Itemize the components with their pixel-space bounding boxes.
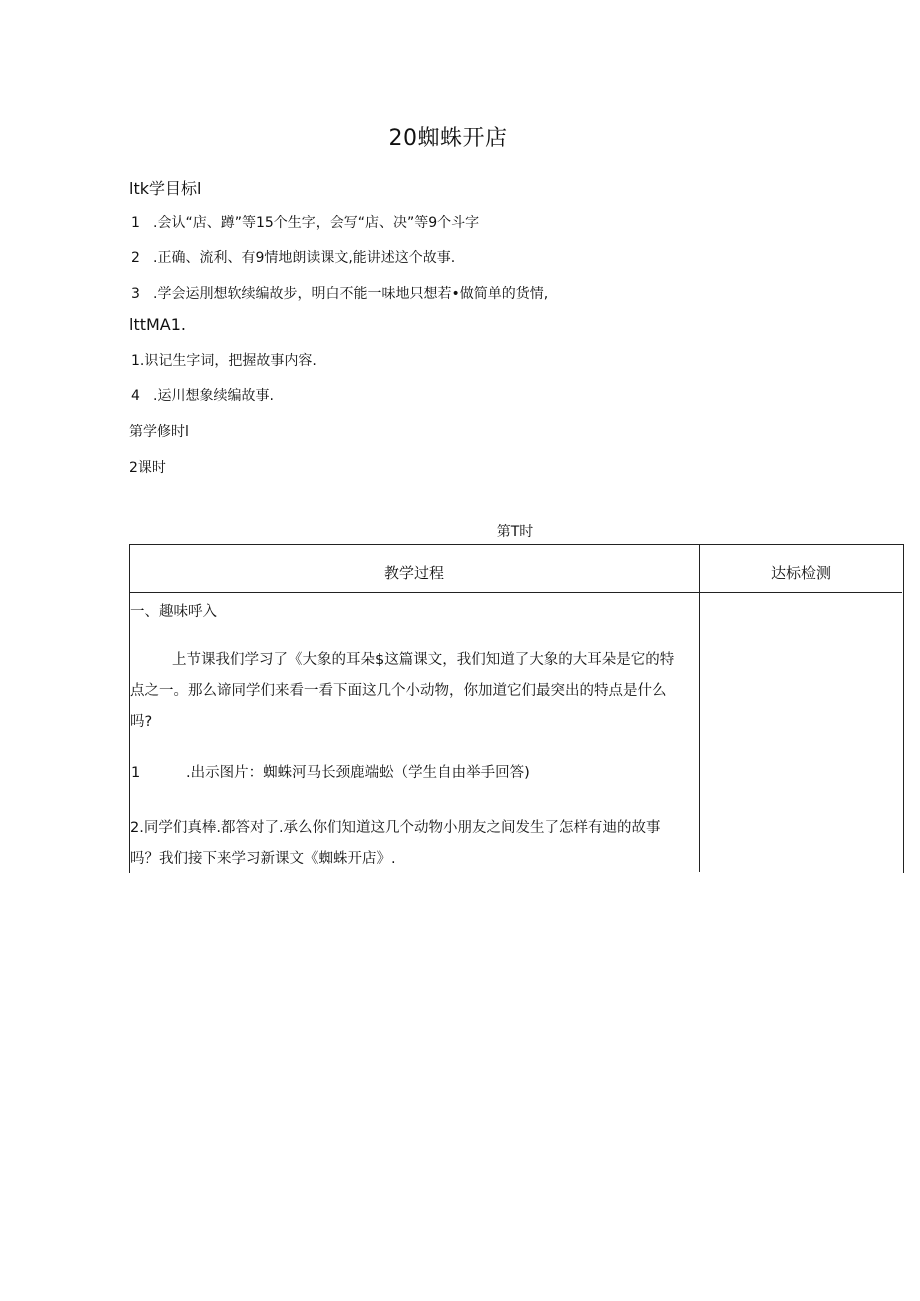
item-number: 4: [131, 388, 140, 404]
header-teaching-process: 教学过程: [383, 564, 444, 582]
item-number: 2: [131, 250, 140, 266]
page-title: 20蜘蛛开店: [388, 126, 508, 151]
paragraph-line: 吗?: [130, 714, 153, 730]
item-text: .正确、流利、有9情地朗读课文,能讲述这个故事.: [153, 250, 456, 266]
class-hours-heading: 第学修时l: [129, 424, 189, 440]
intro-heading: 一、趣味呼入: [130, 604, 217, 620]
objective-item-2: [131, 247, 455, 267]
objective-item-1: [131, 212, 479, 232]
list-item-text: .出示图片：蜘蛛河马长颈鹿端蚣（学生自由举手回答): [186, 765, 530, 781]
item-text: .会认“店、蹲”等15个生字，会写“店、决”等9个斗字: [153, 215, 480, 231]
header-divider: [129, 592, 902, 593]
key-point-item-1: 1.识记生字词，把握故事内容.: [131, 353, 317, 369]
key-point-item-2: [131, 385, 274, 405]
table-caption: 第T时: [496, 524, 534, 540]
item-number: 3: [131, 286, 140, 302]
paragraph-line: 上节课我们学习了《大象的耳朵$这篇课文，我们知道了大象的大耳朵是它的特: [172, 652, 675, 668]
item-number: 1: [131, 215, 140, 231]
objectives-heading: ltk学目标l: [129, 179, 202, 198]
key-points-heading: lttMA1.: [129, 315, 187, 334]
paragraph-line: 2.同学们真棒.都答对了.承么你们知道这几个动物小朋友之间发生了怎样有迪的故事: [130, 820, 661, 836]
paragraph-line: 点之一。那么谛同学们来看一看下面这几个小动物，你加道它们最突出的特点是什么: [130, 683, 667, 699]
column-divider: [699, 544, 700, 872]
list-item-number: 1: [131, 765, 141, 781]
class-hours-value: 2课时: [129, 460, 166, 476]
header-assessment: 达标检测: [770, 564, 831, 582]
item-text: .学会运刖想软续编故步，明白不能一味地只想若•做简单的货情,: [153, 286, 549, 302]
objective-item-3: [131, 283, 548, 303]
item-text: .运川想象续编故事.: [153, 388, 274, 404]
paragraph-line: 吗？我们接下来学习新课文《蜘蛛开店》.: [130, 851, 396, 867]
